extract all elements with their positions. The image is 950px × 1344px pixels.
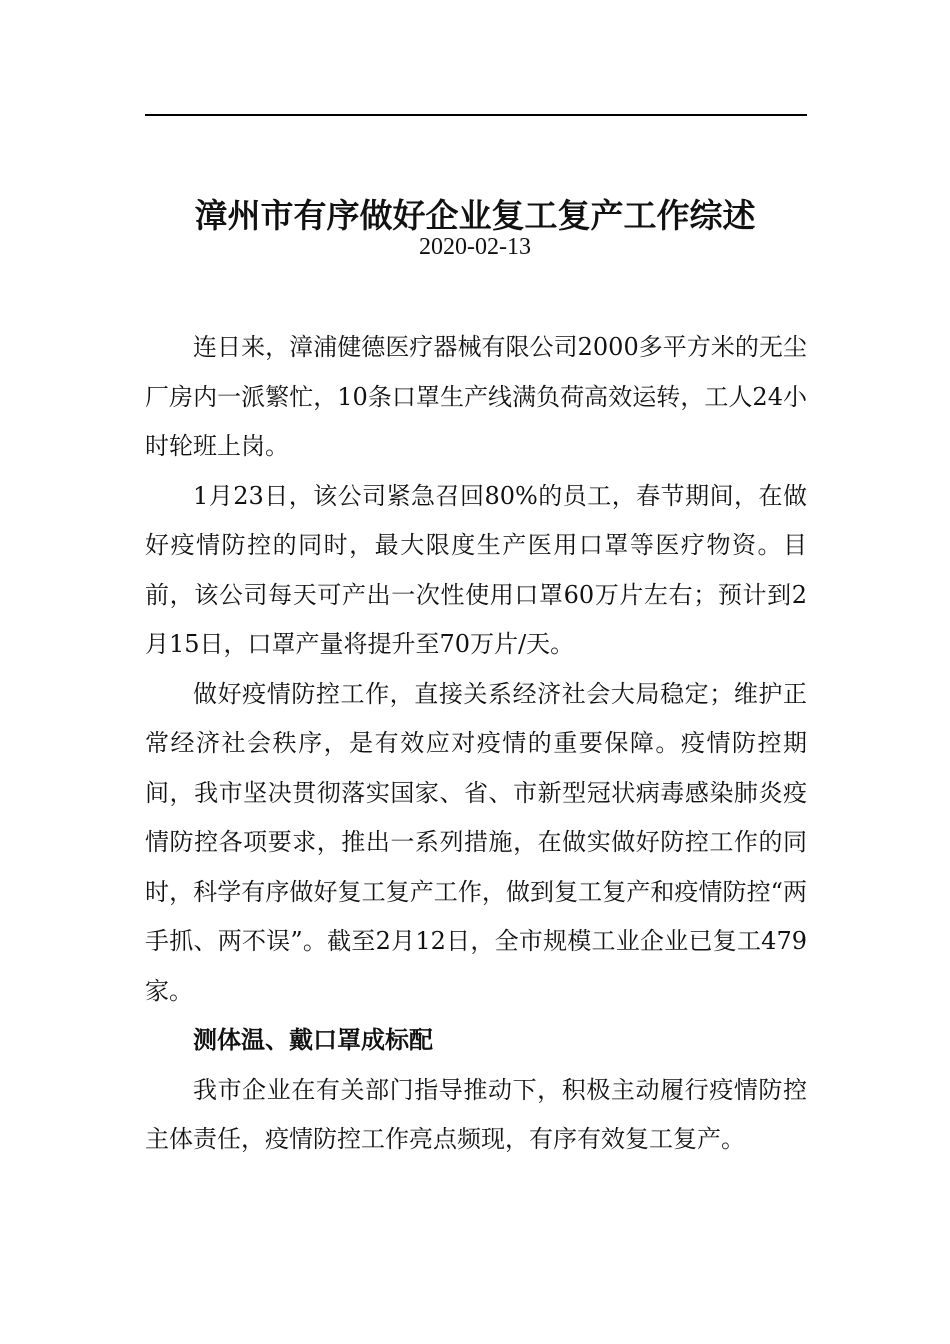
article-body [145,323,807,1165]
header-rule [145,114,807,116]
document-title: 漳州市有序做好企业复工复产工作综述 [194,196,756,236]
publish-date: 2020-02-13 [419,234,531,260]
paragraph: 我市企业在有关部门指导推动下，积极主动履行疫情防控主体责任，疫情防控工作亮点频现，有序有效复工复产。 [145,1075,807,1153]
paragraph: 连日来，漳浦健德医疗器械有限公司2000多平方米的无尘厂房内一派繁忙，10条口罩生产线满负荷高效运转，工人24小时轮班上岗。 [145,333,807,460]
section-heading: 测体温、戴口罩成标配 [193,1026,433,1054]
paragraph: 1月23日，该公司紧急召回80%的员工，春节期间，在做好疫情防控的同时，最大限度生产医用口罩等医疗物资。目前，该公司每天可产出一次性使用口罩60万片左右；预计到2月15日，口罩产量将提升至70万片/天。 [145,481,807,658]
paragraph: 做好疫情防控工作，直接关系经济社会大局稳定；维护正常经济社会秩序，是有效应对疫情的重要保障。疫情防控期间，我市坚决贯彻落实国家、省、市新型冠状病毒感染肺炎疫情防控各项要求，推出一系列措施，在做实做好防控工作的同时，科学有序做好复工复产工作，做到复工复产和疫情防控“两手抓、两不误”。截至2月12日，全市规模工业企业已复工479家。 [145,679,807,1005]
